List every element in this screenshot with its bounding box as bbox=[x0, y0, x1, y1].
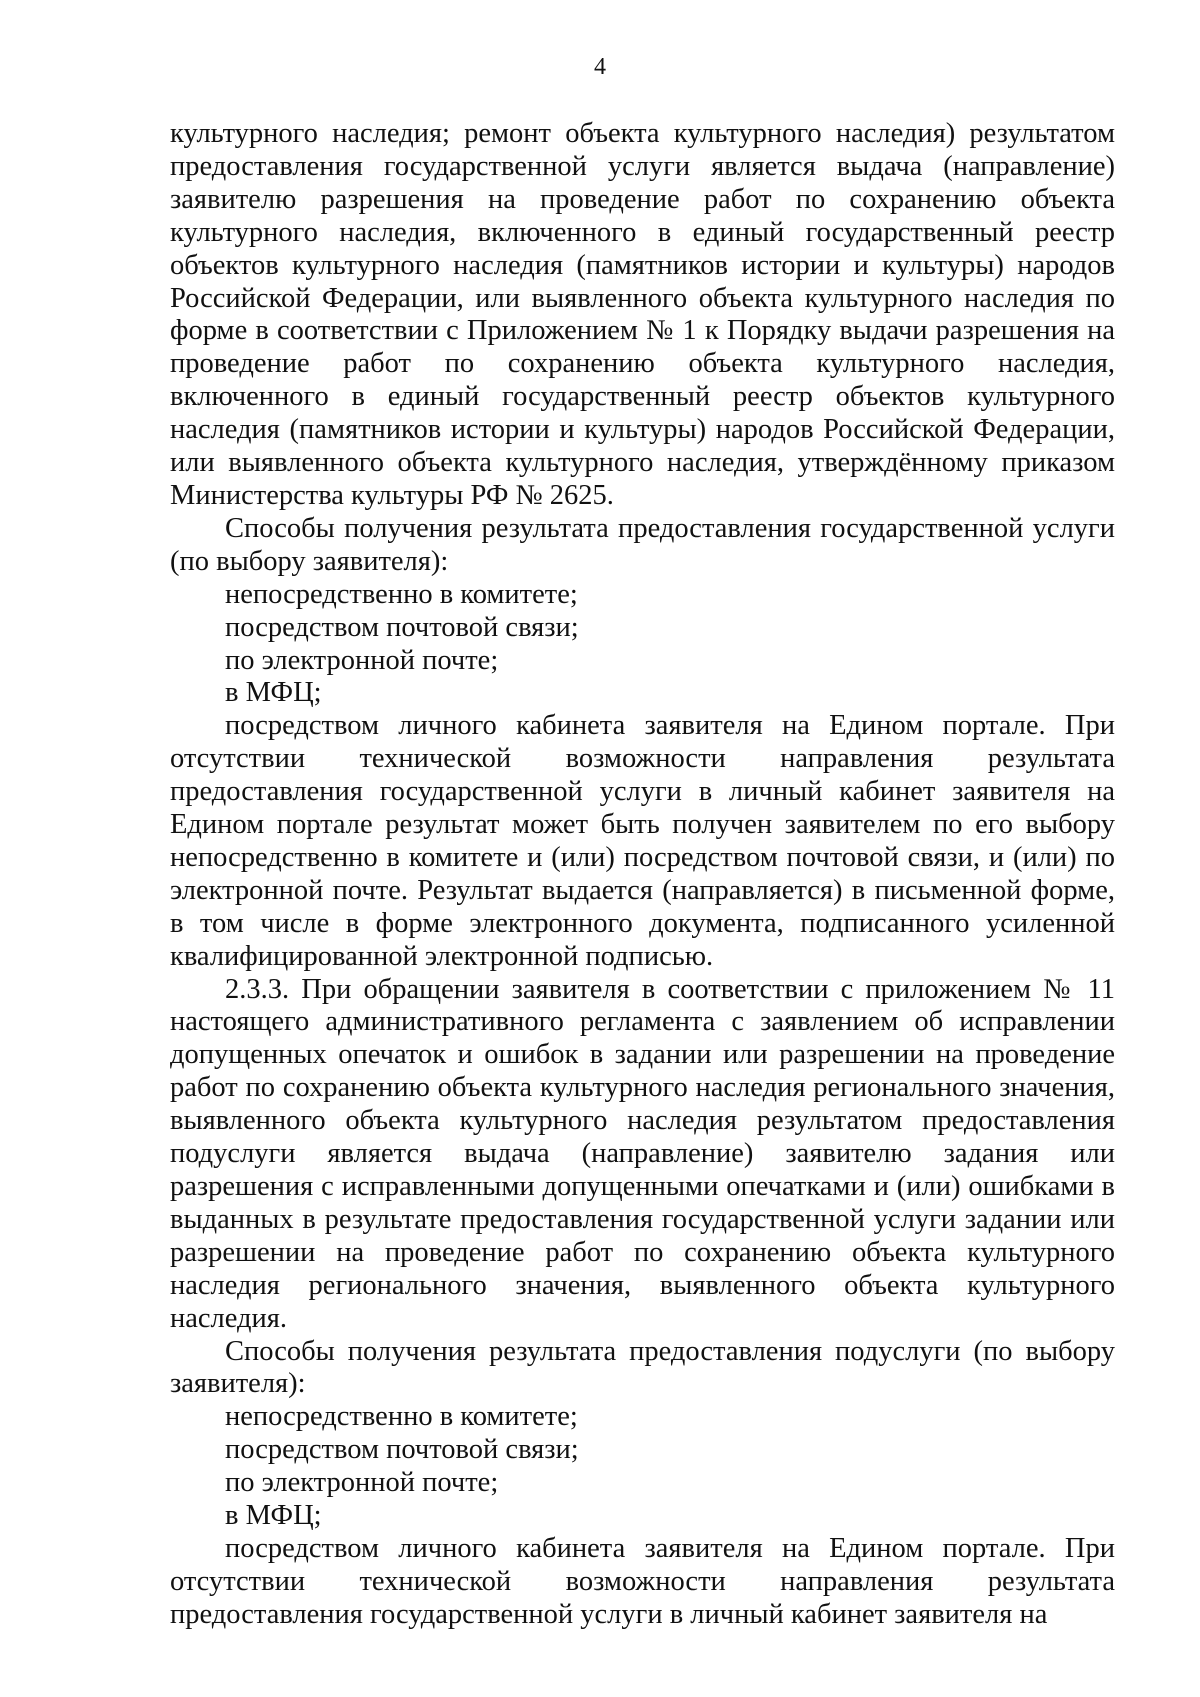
list-item: по электронной почте; bbox=[225, 1467, 499, 1499]
list-item: посредством почтовой связи; bbox=[225, 611, 579, 643]
list-item: непосредственно в комитете; bbox=[225, 1401, 578, 1433]
paragraph-subservice-methods-heading: Способы получения результата предоставления подуслуги (по выбору заявителя): bbox=[170, 1335, 1115, 1400]
list-item: в МФЦ; bbox=[225, 1500, 322, 1532]
paragraph-result-description: культурного наследия; ремонт объекта культурного наследия) результатом предоставления государственной услуги является выдача (направление) заявителю разрешения на проведение работ по сохранению объекта культурного наследия, включенного в единый государственный реестр объектов культурного наследия (памятников истории и культуры) народов Российской Федерации, или выявленного объекта культурного наследия по форме в соответствии с Приложением № 1 к Порядку выдачи разрешения на проведение работ по сохранению объекта культурного наследия, включенного в единый государственный реестр объектов культурного наследия (памятников истории и культуры) народов Российской Федерации, или выявленного объекта культурного наследия, утверждённому приказом Министерства культуры РФ № 2625. bbox=[170, 118, 1115, 511]
document-body bbox=[170, 118, 1115, 1632]
list-item: посредством почтовой связи; bbox=[225, 1434, 579, 1466]
list-item: в МФЦ; bbox=[225, 677, 322, 709]
list-item: по электронной почте; bbox=[225, 644, 499, 676]
list-item: непосредственно в комитете; bbox=[225, 578, 578, 610]
paragraph-portal-receipt: посредством личного кабинета заявителя на Едином портале. При отсутствии технической возможности направления результата предоставления государственной услуги в личный кабинет заявителя на Едином портале результат может быть получен заявителем по его выбору непосредственно в комитете и (или) посредством почтовой связи, и (или) по электронной почте. Результат выдается (направляется) в письменной форме, в том числе в форме электронного документа, подписанного усиленной квалифицированной электронной подписью. bbox=[170, 710, 1115, 972]
paragraph-section-2-3-3: 2.3.3. При обращении заявителя в соответствии с приложением № 11 настоящего административного регламента с заявлением об исправлении допущенных опечаток и ошибок в задании или разрешении на проведение работ по сохранению объекта культурного наследия регионального значения, выявленного объекта культурного наследия результатом предоставления подуслуги является выдача (направление) заявителю задания или разрешения с исправленными допущенными опечатками и (или) ошибками в выданных в результате предоставления государственной услуги задании или разрешении на проведение работ по сохранению объекта культурного наследия регионального значения, выявленного объекта культурного наследия. bbox=[170, 973, 1115, 1334]
paragraph-portal-receipt-continued: посредством личного кабинета заявителя на Едином портале. При отсутствии технической возможности направления результата предоставления государственной услуги в личный кабинет заявителя на bbox=[170, 1532, 1115, 1630]
paragraph-receipt-methods-heading: Способы получения результата предоставления государственной услуги (по выбору заявителя): bbox=[170, 512, 1115, 577]
page-number: 4 bbox=[594, 54, 606, 80]
